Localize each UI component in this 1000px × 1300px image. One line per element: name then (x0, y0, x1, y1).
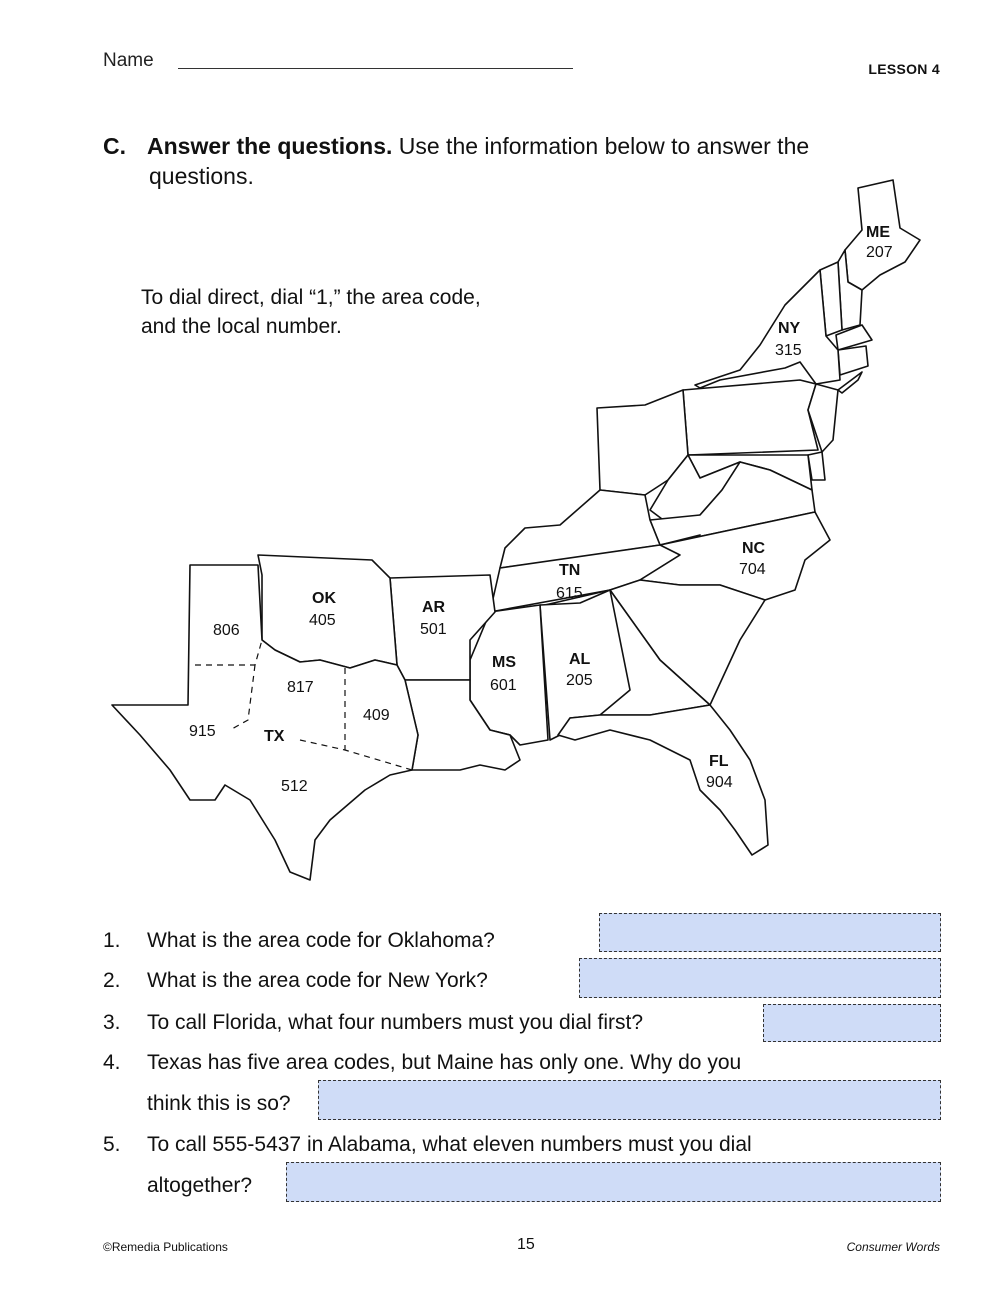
question-5-number: 5. (103, 1133, 121, 1156)
name-line (178, 68, 573, 69)
answer-box-3[interactable] (763, 1004, 941, 1042)
question-4-text-line-2: think this is so? (147, 1092, 291, 1115)
name-label: Name (103, 50, 154, 71)
label-ok: OK (312, 590, 336, 607)
answer-box-5[interactable] (286, 1162, 941, 1202)
section-intro-1: Use the information below to answer the (398, 133, 810, 159)
question-5-text: To call 555-5437 in Alabama, what eleven numbers must you dial (147, 1133, 752, 1156)
question-3-text: To call Florida, what four numbers must you dial first? (147, 1011, 644, 1034)
label-ms: MS (492, 654, 516, 671)
question-5-text-line-2: altogether? (147, 1174, 253, 1197)
label-fl: FL (709, 753, 729, 770)
question-4-text: Texas has five area codes, but Maine has only one. Why do you (147, 1051, 742, 1074)
code-tx-409: 409 (363, 707, 390, 724)
code-nc: 704 (739, 561, 766, 578)
question-2-text: What is the area code for New York? (147, 969, 488, 992)
label-tx: TX (264, 728, 285, 745)
label-nc: NC (742, 540, 766, 557)
question-2-number: 2. (103, 969, 121, 992)
label-al: AL (569, 651, 591, 668)
code-ms: 601 (490, 677, 517, 694)
code-tx-806: 806 (213, 622, 240, 639)
code-tx-915: 915 (189, 723, 216, 740)
code-ar: 501 (420, 621, 447, 638)
code-tx-512: 512 (281, 778, 308, 795)
code-fl: 904 (706, 774, 733, 791)
label-tn: TN (559, 562, 581, 579)
footer-page-number: 15 (517, 1236, 535, 1253)
label-ar: AR (422, 599, 446, 616)
code-ny: 315 (775, 342, 802, 359)
area-code-map (0, 170, 1000, 890)
answer-box-4[interactable] (318, 1080, 941, 1120)
code-me: 207 (866, 244, 893, 261)
state-new-york (695, 270, 840, 388)
label-ny: NY (778, 320, 801, 337)
answer-box-2[interactable] (579, 958, 941, 998)
dial-instruction-line-2: and the local number. (141, 315, 342, 338)
section-intro-2: questions. (149, 163, 254, 189)
footer-publisher: ©Remedia Publications (103, 1240, 228, 1254)
state-florida (558, 705, 768, 855)
state-ct (838, 346, 868, 375)
lesson-label: LESSON 4 (868, 61, 940, 77)
code-al: 205 (566, 672, 593, 689)
question-3-number: 3. (103, 1011, 121, 1034)
question-4-number: 4. (103, 1051, 121, 1074)
label-me: ME (866, 224, 890, 241)
dial-instruction-line-1: To dial direct, dial “1,” the area code, (141, 286, 481, 309)
state-pennsylvania (683, 380, 818, 455)
code-ok: 405 (309, 612, 336, 629)
section-title: Answer the questions. (147, 133, 393, 159)
code-tn: 615 (556, 585, 583, 602)
question-1-number: 1. (103, 929, 121, 952)
footer-book-title: Consumer Words (846, 1240, 940, 1254)
question-1-text: What is the area code for Oklahoma? (147, 929, 495, 952)
answer-box-1[interactable] (599, 913, 941, 952)
code-tx-817: 817 (287, 679, 314, 696)
section-letter: C. (103, 133, 126, 159)
